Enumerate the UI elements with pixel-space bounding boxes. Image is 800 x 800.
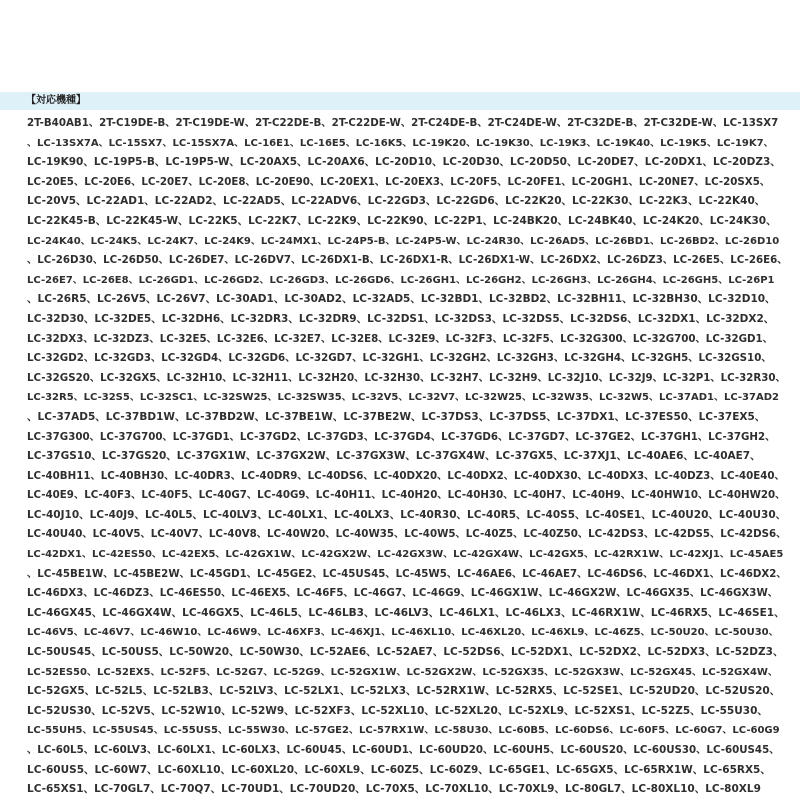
model-line: LC-32R5、LC-32S5、LC-32SC1、LC-32SW25、LC-32SW35、LC-32V5、LC-32V7、LC-32W25、LC-32W35、LC-32W5、LC-37AD1、LC-37AD2: [27, 392, 779, 404]
model-line: LC-32D30、LC-32DE5、LC-32DH6、LC-32DR3、LC-32DR9、LC-32DS1、LC-32DS3、LC-32DS5、LC-32DS6、LC-32DX1、LC-32DX2、: [27, 312, 775, 325]
model-line: LC-42DX1、LC-42ES50、LC-42EX5、LC-42GX1W、LC-42GX2W、LC-42GX3W、LC-42GX4W、LC-42GX5、LC-42RX1W、LC-42XJ1、LC-45AE5: [27, 549, 784, 561]
model-line: LC-40U40、LC-40V5、LC-40V7、LC-40V8、LC-40W20、LC-40W35、LC-40W5、LC-40Z5、LC-40Z50、LC-42DS3、LC-42DS5、LC-42DS6、: [27, 528, 787, 541]
model-line: LC-20E5、LC-20E6、LC-20E7、LC-20E8、LC-20E90、LC-20EX1、LC-20EX3、LC-20F5、LC-20FE1、LC-20GH1、LC-20NE7、LC-20SX5、: [27, 175, 771, 188]
model-line: 、LC-26R5、LC-26V5、LC-26V7、LC-30AD1、LC-30AD2、LC-32AD5、LC-32BD1、LC-32BD2、LC-32BH11、LC-32BH30、LC-32D10、: [27, 293, 776, 306]
model-line: LC-65XS1、LC-70GL7、LC-70Q7、LC-70UD1、LC-70UD20、LC-70X5、LC-70XL10、LC-70XL9、LC-80GL7、LC-80XL10、LC-80XL9: [27, 783, 761, 796]
model-line: 、LC-26D30、LC-26D50、LC-26DE7、LC-26DV7、LC-26DX1-B、LC-26DX1-R、LC-26DX1-W、LC-26DX2、LC-26DZ3、LC-26E5、LC-26E6、: [27, 254, 788, 267]
model-line: LC-32GS20、LC-32GX5、LC-32H10、LC-32H11、LC-32H20、LC-32H30、LC-32H7、LC-32H9、LC-32J10、LC-32J9、LC-32P1、LC-32R30、: [27, 371, 786, 384]
header-bar: [0, 92, 800, 110]
model-line: LC-46GX45、LC-46GX4W、LC-46GX5、LC-46L5、LC-46LB3、LC-46LV3、LC-46LX1、LC-46LX3、LC-46RX1W、LC-46RX5、LC-46SE1、: [27, 606, 785, 619]
model-line: LC-40E9、LC-40F3、LC-40F5、LC-40G7、LC-40G9、LC-40H11、LC-40H20、LC-40H30、LC-40H7、LC-40H9、LC-40HW10、LC-40HW20、: [27, 489, 786, 502]
model-line: LC-55UH5、LC-55US45、LC-55US5、LC-55W30、LC-57GE2、LC-57RX1W、LC-58U30、LC-60B5、LC-60DS6、LC-60F5、LC-60G7、LC-60G9: [27, 725, 780, 737]
model-line: 、LC-45BE1W、LC-45BE2W、LC-45GD1、LC-45GE2、LC-45US45、LC-45W5、LC-46AE6、LC-46AE7、LC-46DS6、LC-46DX1、LC-46DX2、: [27, 567, 787, 580]
model-line: 、LC-37AD5、LC-37BD1W、LC-37BD2W、LC-37BE1W、LC-37BE2W、LC-37DS3、LC-37DS5、LC-37DX1、LC-37ES50、LC-37EX5、: [27, 410, 766, 423]
model-line: LC-52GX5、LC-52L5、LC-52LB3、LC-52LV3、LC-52LX1、LC-52LX3、LC-52RX1W、LC-52RX5、LC-52SE1、LC-52UD20、LC-52US20、: [27, 685, 781, 698]
model-line: LC-50US45、LC-50US5、LC-50W20、LC-50W30、LC-52AE6、LC-52AE7、LC-52DS6、LC-52DX1、LC-52DX2、LC-52DX3、LC-52DZ3、: [27, 646, 784, 659]
section-title: 【対応機種】: [26, 95, 86, 106]
model-line: LC-37G300、LC-37G700、LC-37GD1、LC-37GD2、LC-37GD3、LC-37GD4、LC-37GD6、LC-37GD7、LC-37GE2、LC-37GH1、LC-37GH2、: [27, 430, 776, 443]
model-line: LC-20V5、LC-22AD1、LC-22AD2、LC-22AD5、LC-22ADV6、LC-22GD3、LC-22GD6、LC-22K20、LC-22K30、LC-22K3、LC-22K40、: [27, 195, 766, 208]
model-line: LC-40BH11、LC-40BH30、LC-40DR3、LC-40DR9、LC-40DS6、LC-40DX20、LC-40DX2、LC-40DX30、LC-40DX3、LC-40DZ3、LC-40E40、: [27, 469, 785, 482]
model-line: LC-24K40、LC-24K5、LC-24K7、LC-24K9、LC-24MX1、LC-24P5-B、LC-24P5-W、LC-24R30、LC-26AD5、LC-26BD1、LC-26BD2、LC-26D10: [27, 235, 780, 247]
model-line: LC-19K90、LC-19P5-B、LC-19P5-W、LC-20AX5、LC-20AX6、LC-20D10、LC-20D30、LC-20D50、LC-20DE7、LC-20DX1、LC-20DZ3、: [27, 156, 781, 169]
model-line: 、LC-60L5、LC-60LV3、LC-60LX1、LC-60LX3、LC-60U45、LC-60UD1、LC-60UD20、LC-60UH5、LC-60US20、LC-60US30、LC-60US45、: [27, 744, 780, 756]
model-line: LC-37GS10、LC-37GS20、LC-37GX1W、LC-37GX2W、LC-37GX3W、LC-37GX4W、LC-37GX5、LC-37XJ1、LC-40AE6、LC-40AE7、: [27, 450, 761, 463]
model-line: 2T-B40AB1、2T-C19DE-B、2T-C19DE-W、2T-C22DE-B、2T-C22DE-W、2T-C24DE-B、2T-C24DE-W、2T-C32DE-B、2T-C32DE-W、LC-13SX7: [27, 117, 779, 129]
model-line: LC-46V5、LC-46V7、LC-46W10、LC-46W9、LC-46XF3、LC-46XJ1、LC-46XL10、LC-46XL20、LC-46XL9、LC-46Z5、LC-50U20、LC-50U30、: [27, 627, 779, 639]
model-line: LC-22K45-B、LC-22K45-W、LC-22K5、LC-22K7、LC-22K9、LC-22K90、LC-22P1、LC-24BK20、LC-24BK40、LC-24K20、LC-24K30、: [27, 214, 777, 227]
model-line: LC-32DX3、LC-32DZ3、LC-32E5、LC-32E6、LC-32E7、LC-32E8、LC-32E9、LC-32F3、LC-32F5、LC-32G300、LC-32G700、LC-32GD1、: [27, 332, 773, 345]
model-line: LC-32GD2、LC-32GD3、LC-32GD4、LC-32GD6、LC-32GD7、LC-32GH1、LC-32GH2、LC-32GH3、LC-32GH4、LC-32GH5、LC-32GS10、: [27, 352, 772, 365]
compatible-model-list: [27, 114, 787, 800]
model-line: LC-60US5、LC-60W7、LC-60XL10、LC-60XL20、LC-60XL9、LC-60Z5、LC-60Z9、LC-65GE1、LC-65GX5、LC-65RX1W、LC-65RX5、: [27, 763, 771, 776]
model-line: LC-26E7、LC-26E8、LC-26GD1、LC-26GD2、LC-26GD3、LC-26GD6、LC-26GH1、LC-26GH2、LC-26GH3、LC-26GH4、LC-26GH5、LC-26P1: [27, 274, 775, 286]
model-line: LC-52ES50、LC-52EX5、LC-52F5、LC-52G7、LC-52G9、LC-52GX1W、LC-52GX2W、LC-52GX35、LC-52GX3W、LC-52GX45、LC-52GX4W、: [27, 666, 778, 678]
model-line: LC-46DX3、LC-46DZ3、LC-46ES50、LC-46EX5、LC-46F5、LC-46G7、LC-46G9、LC-46GX1W、LC-46GX2W、LC-46GX35、LC-46GX3W、: [27, 587, 778, 600]
model-line: LC-40J10、LC-40J9、LC-40L5、LC-40LV3、LC-40LX1、LC-40LX3、LC-40R30、LC-40R5、LC-40S5、LC-40SE1、LC-40U20、LC-40U30、: [27, 508, 787, 521]
model-line: LC-52US30、LC-52V5、LC-52W10、LC-52W9、LC-52XF3、LC-52XL10、LC-52XL20、LC-52XL9、LC-52XS1、LC-52Z5、LC-55U30、: [27, 704, 768, 717]
model-line: 、LC-13SX7A、LC-15SX7、LC-15SX7A、LC-16E1、LC-16E5、LC-16K5、LC-19K20、LC-19K30、LC-19K3、LC-19K40、LC-19K5、LC-19K7、: [27, 137, 774, 149]
